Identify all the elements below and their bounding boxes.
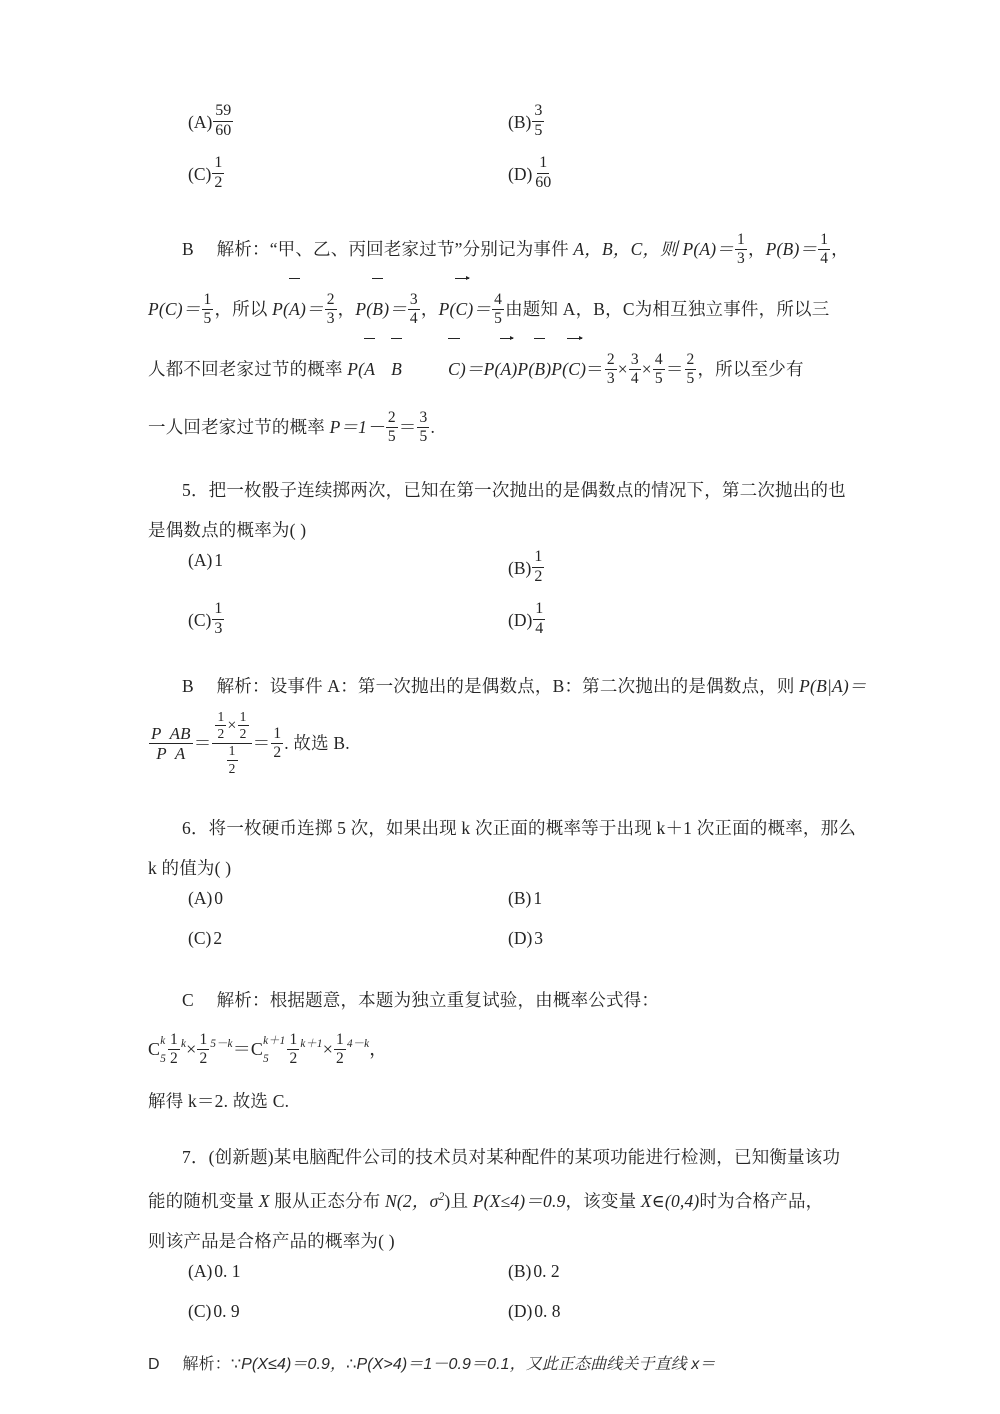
q7-prob-condition: P(X≤4)＝0.9 [472,1190,566,1211]
q7-option-b-label: (B) [508,1260,532,1281]
q6-formula-p2: 5－k [210,1038,233,1050]
q5-solution-line-1 [148,666,867,706]
q4-joint-a: A [364,338,375,398]
q5-line-2 [148,510,854,550]
q4-option-c-value: $\frac{1}{2}$ [214,154,223,191]
q7-option-d[interactable] [508,1301,561,1322]
q5-option-c[interactable] [148,602,508,638]
q7-stem-2e: 时为合格产品， [699,1190,824,1211]
q4-prod-f1: $\frac{2}{3}$ [606,351,615,388]
q4-pabar-fraction: $\frac{2}{3}$ [326,291,335,328]
q5-line-1 [148,470,854,510]
q7-option-c-label: (C) [188,1300,212,1321]
q7-option-c-value: 0. 9 [213,1300,240,1321]
q5-solution-tail: . 故选 B. [284,733,350,753]
q4-pb-fraction: $\frac{1}{4}$ [820,231,829,268]
q7-answer-key: D [148,1355,160,1373]
q7-option-row-1 [148,1261,854,1301]
q6-times-2: × [322,1039,334,1059]
q6-option-d-label: (D) [508,928,533,948]
q7-sigma: σ [429,1190,439,1211]
q7-option-a-label: (A) [188,1260,213,1281]
q6-option-c-label: (C) [188,928,212,948]
q4-pcbar-close: )＝ [467,299,492,319]
q7-stem-1: (创新题)某电脑配件公司的技术员对某种配件的某项功能进行检测，已知衡量该功 [208,1147,841,1167]
q6-solution-line-3 [148,1081,854,1121]
q4-a-complement: A [289,278,300,338]
q4-pb-label: P(B)＝ [765,239,818,259]
q4-option-a[interactable] [148,104,508,140]
q4-joint-close: )＝P( [459,359,501,379]
q4-joint-c: C [448,338,460,398]
q7-sigma-exponent: 2 [438,1191,445,1203]
q7-stem-2d: ，该变量 [565,1190,641,1211]
q5-option-row-2 [148,602,854,654]
q6-option-c-value: 2 [213,928,223,948]
q4-pcbar-open: P( [438,299,456,319]
question-6 [148,808,857,1121]
q4-option-d-value: $\frac{1}{60}$ [535,154,552,191]
q6-solution-line-1 [148,980,854,1020]
question-5 [148,470,867,780]
q6-option-a[interactable] [148,888,508,909]
q4-solution-line-1 [148,220,854,278]
q6-option-b-value: 1 [533,888,543,908]
q6-option-d[interactable] [508,928,543,949]
q4-solution-text-2b: 由题知 A，B，C为相互独立事件，所以三 [505,299,830,319]
q4-joint-pc: C [568,338,580,398]
q4-solution [148,220,854,456]
q7-solution-text: ∵P(X≤4)＝0.9，∴P(X>4)＝1－0.9＝0.1，又此正态曲线关于直线 x＝ [230,1355,716,1373]
q4-c-complement: C [456,278,468,338]
q4-final-eq: ＝ [398,417,417,437]
q5-option-d-label: (D) [508,609,533,630]
q4-comma-1: ， [747,239,766,259]
q7-normal-dist: N(2， [385,1190,430,1211]
q4-pbbar-fraction: $\frac{3}{4}$ [409,291,418,328]
q6-formula-p4: 4－k [347,1038,370,1050]
q6-option-d-value: 3 [534,928,544,948]
q7-jiexi-label: 解析： [182,1355,231,1373]
q6-formula-f2: $\frac{1}{2}$ [199,1031,208,1068]
q7-interval: X∈(0,4) [640,1190,700,1211]
q4-jiexi-label: 解析： [216,239,270,259]
q5-eq-1: ＝ [193,733,212,753]
q4-final-f1: $\frac{2}{5}$ [387,409,396,446]
q4-option-d-label: (D) [508,163,533,184]
q4-joint-pc-close: ) [580,359,587,379]
q5-eq-2: ＝ [252,733,271,753]
q7-stem-2b: 服从正态分布 [269,1190,386,1211]
q7-stem-2a: 能的随机变量 [148,1190,259,1211]
q6-jiexi-label: 解析： [216,990,270,1010]
q4-solution-text-3a: 人都不回老家过节的概率 [148,359,348,379]
q4-joint-open: P( [347,359,365,379]
q4-solution-text-1a: “甲、乙、丙回老家过节”分别记为事件 [269,239,574,259]
q6-formula-f3: $\frac{1}{2}$ [289,1031,298,1068]
q7-option-a-value: 0. 1 [214,1260,241,1281]
q5-option-c-label: (C) [188,609,212,630]
q4-eq-3: ＝ [586,359,604,379]
q6-line-1 [148,808,857,848]
q6-combination-1: C k 5 [148,1034,166,1065]
q5-compound-denominator: $\frac{1}{2}$ [228,743,236,776]
q6-times-1: × [186,1039,197,1059]
q4-pc-label: P(C)＝ [148,299,201,319]
q4-solution-line-3: 人都不回老家过节的概率 P(A B C)＝P(A)P(B)P(C)＝ $\frac{2}{3}$ × $\frac{3}{4}$ × $\frac{4}{5}$ ＝ $\frac{2}{5}$ ，所以至少有 [148,338,854,398]
q5-jiexi-label: 解析： [216,676,270,696]
q6-solution-formula [148,1020,854,1081]
question-7 [148,1137,854,1385]
q7-option-d-value: 0. 8 [534,1300,561,1321]
q7-option-a[interactable] [148,1261,508,1282]
q7-line-1 [148,1137,854,1177]
q5-number: 5． [182,480,209,500]
q6-option-b-label: (B) [508,888,532,908]
q6-option-a-label: (A) [188,888,213,908]
q4-solution-text-1b: A，B，C，则 [573,239,683,259]
q7-number: 7． [182,1147,209,1167]
q4-option-d[interactable] [508,156,554,192]
q6-solution [148,980,854,1121]
q4-joint-pb: B [534,338,545,398]
q4-joint-pb-close: )P( [545,359,569,379]
q6-answer-key: C [182,990,194,1010]
q4-joint-pa-close: )P( [511,359,535,379]
q7-stem-2c: )且 [444,1190,473,1211]
q6-formula-f1: $\frac{1}{2}$ [170,1031,178,1068]
q6-combination-2: C k＋1 5 [250,1034,286,1065]
q4-comma-3: ， [337,299,356,319]
q6-option-b[interactable] [508,888,542,909]
q6-formula-comma: ， [369,1039,388,1059]
q5-option-row-1 [148,550,854,602]
q7-option-b[interactable] [508,1261,560,1282]
q5-compound-fraction [212,711,251,776]
q6-stem-1: 将一枚硬币连掷 5 次，如果出现 k 次正面的概率等于出现 k＋1 次正面的概率，那么 [208,818,857,838]
q4-pa-label: P(A)＝ [682,239,734,259]
q5-option-d[interactable] [508,602,546,638]
q6-solution-text-3: 解得 k＝2. 故选 C. [148,1091,290,1111]
q7-option-b-value: 0. 2 [533,1260,560,1281]
q4-prod-result: $\frac{2}{5}$ [686,351,695,388]
q4-option-b-label: (B) [508,111,532,132]
q4-solution-text-3b: ，所以至少有 [697,359,804,379]
q7-option-c[interactable] [148,1301,508,1322]
q4-pcbar-fraction: $\frac{4}{5}$ [494,291,503,328]
q4-option-b[interactable] [508,104,545,140]
q4-option-c[interactable] [148,156,508,192]
q4-pa-fraction: $\frac{1}{3}$ [736,231,745,268]
q4-pabar-open: P( [272,299,290,319]
q7-variable-x: X [258,1190,270,1211]
q4-prod-f3: $\frac{4}{5}$ [654,351,663,388]
q4-option-a-value: $\frac{59}{60}$ [215,102,232,139]
q4-option-row-1 [148,104,854,156]
q5-solution-line-2 [148,706,854,780]
q5-option-a-value: 1 [214,550,224,570]
q4-b-complement: B [372,278,383,338]
q5-frac-numerator: P AB [151,723,191,743]
q6-solution-text-1: 根据题意，本题为独立重复试验，由概率公式得： [269,990,660,1010]
q6-formula-p3: k＋1 [300,1038,323,1050]
q4-option-c-label: (C) [188,163,212,184]
q7-solution-line-1 [148,1345,854,1385]
q4-solution-text-2a: ，所以 [214,299,273,319]
q5-option-a-label: (A) [188,550,213,570]
q4-solution-line-2 [148,278,854,338]
q4-pc-fraction: $\frac{1}{5}$ [203,291,212,328]
q6-option-c[interactable] [148,928,508,949]
q4-joint-pa: A [501,338,512,398]
q7-option-row-2 [148,1301,854,1341]
q5-option-b-label: (B) [508,557,532,578]
q5-option-a[interactable] [148,550,508,571]
q5-stem-1: 把一枚骰子连续掷两次，已知在第一次抛出的是偶数点的情况下，第二次抛出的也 [208,480,846,500]
q4-option-a-label: (A) [188,111,213,132]
q5-stem-2: 是偶数点的概率为( ) [148,520,307,540]
q4-final-p: P＝1－ [329,417,385,437]
q5-solution [148,666,867,780]
q6-option-row-1 [148,888,854,928]
q4-final-period: . [430,417,436,437]
q4-option-row-2 [148,156,854,208]
q4-pabar-close: )＝ [299,299,324,319]
q4-pbbar-open: P( [355,299,373,319]
q6-formula-f4: $\frac{1}{2}$ [336,1031,344,1068]
q6-formula-p1: k [180,1038,187,1050]
q4-option-b-value: $\frac{3}{5}$ [534,102,543,139]
q4-solution-text-4a: 一人回老家过节的概率 [148,417,330,437]
q5-option-c-value: $\frac{1}{3}$ [214,600,223,637]
q4-comma-2: ， [831,239,849,259]
q4-pbbar-close: )＝ [383,299,407,319]
q5-conditional-fraction [149,725,193,763]
q4-joint-b: B [391,338,402,398]
q5-solution-text-1: 设事件 A：第一次抛出的是偶数点，B：第二次抛出的是偶数点，则 [269,676,800,696]
q4-final-f2: $\frac{3}{5}$ [419,409,428,446]
page-content [148,102,867,1385]
q5-conditional-prob: P(B|A)＝ [799,676,867,696]
q6-option-row-2 [148,928,854,968]
q5-answer-key: B [182,676,194,696]
q6-formula-eq: ＝ [232,1039,251,1059]
q7-option-d-label: (D) [508,1300,533,1321]
q7-stem-3: 则该产品是合格产品的概率为( ) [148,1230,395,1251]
q5-option-b-value: $\frac{1}{2}$ [534,548,543,585]
q4-solution-line-4 [148,398,854,456]
q5-option-d-value: $\frac{1}{4}$ [535,600,544,637]
q5-result-fraction: $\frac{1}{2}$ [273,725,282,762]
q4-comma-4: ， [420,299,439,319]
q6-line-2 [148,848,854,888]
q5-compound-numerator: $\frac{1}{2}$ × $\frac{1}{2}$ [212,711,251,744]
q7-line-3 [148,1221,854,1261]
q7-line-2 [148,1177,854,1221]
q6-option-a-value: 0 [214,888,224,908]
q4-answer-key: B [182,239,194,259]
q4-prod-f2: $\frac{3}{4}$ [630,351,639,388]
q5-option-b[interactable] [508,550,545,586]
q6-stem-2: k 的值为( ) [148,858,232,878]
q6-number: 6． [182,818,209,838]
q5-frac-denominator: P A [156,744,186,764]
